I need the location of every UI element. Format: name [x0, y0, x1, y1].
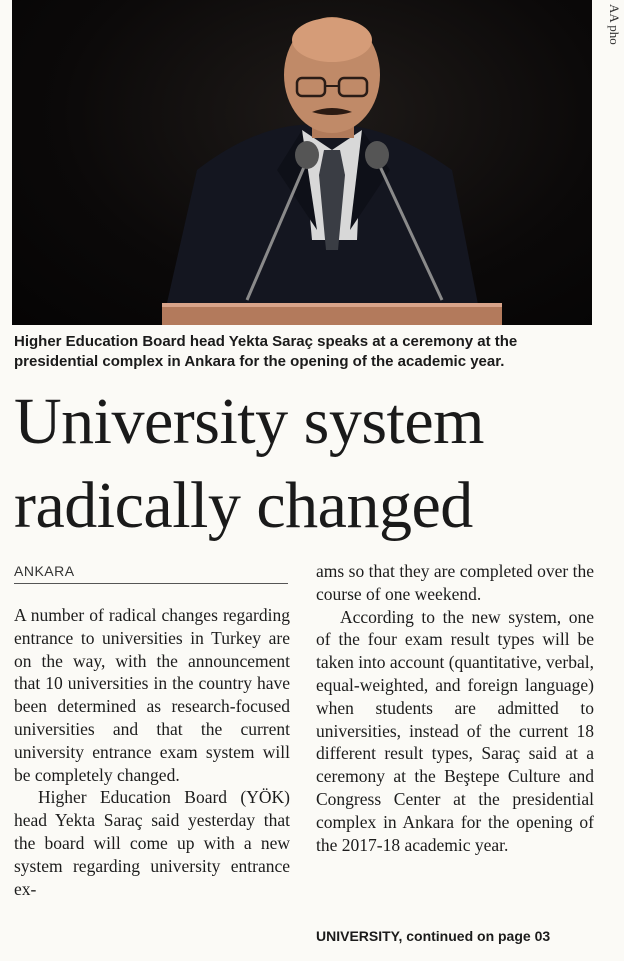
- dateline: ANKARA: [14, 563, 288, 584]
- news-photo: [12, 0, 592, 325]
- continued-link[interactable]: UNIVERSITY, continued on page 03: [316, 928, 551, 944]
- photo-credit: AA pho: [607, 4, 622, 45]
- headline: [14, 380, 614, 548]
- article-paragraph: According to the new system, one of the four exam result types will be taken into account (quantitative, verbal, equal-weighted, and foreign language) when students are admitted to universities, instead of the current 18 different result types, Saraç said at a ceremony at the Beştepe Culture and Congress Center at the presidential complex in Ankara for the opening of the 2017-18 academic year.: [316, 606, 594, 855]
- headline-line-2: radically changed: [14, 469, 473, 542]
- article-column-1: [14, 604, 290, 900]
- article-column-2: [316, 560, 594, 856]
- photo-caption: Higher Education Board head Yekta Saraç speaks at a ceremony at the presidential complex in Ankara for the opening of the academic year.: [14, 333, 518, 370]
- article-paragraph: Higher Education Board (YÖK) head Yekta Saraç said yesterday that the board will come up with a new system regarding university entrance ex-: [14, 787, 290, 899]
- article-paragraph: A number of radical changes regarding entrance to universities in Turkey are on the way, with the announcement that 10 universities in the country have been determined as research-focused universities and that the current university entrance exam system will be completely changed.: [14, 605, 290, 785]
- headline-line-1: University system: [14, 385, 484, 458]
- speaker-photo-illustration: [12, 0, 592, 325]
- article-paragraph: ams so that they are completed over the course of one weekend.: [316, 561, 594, 604]
